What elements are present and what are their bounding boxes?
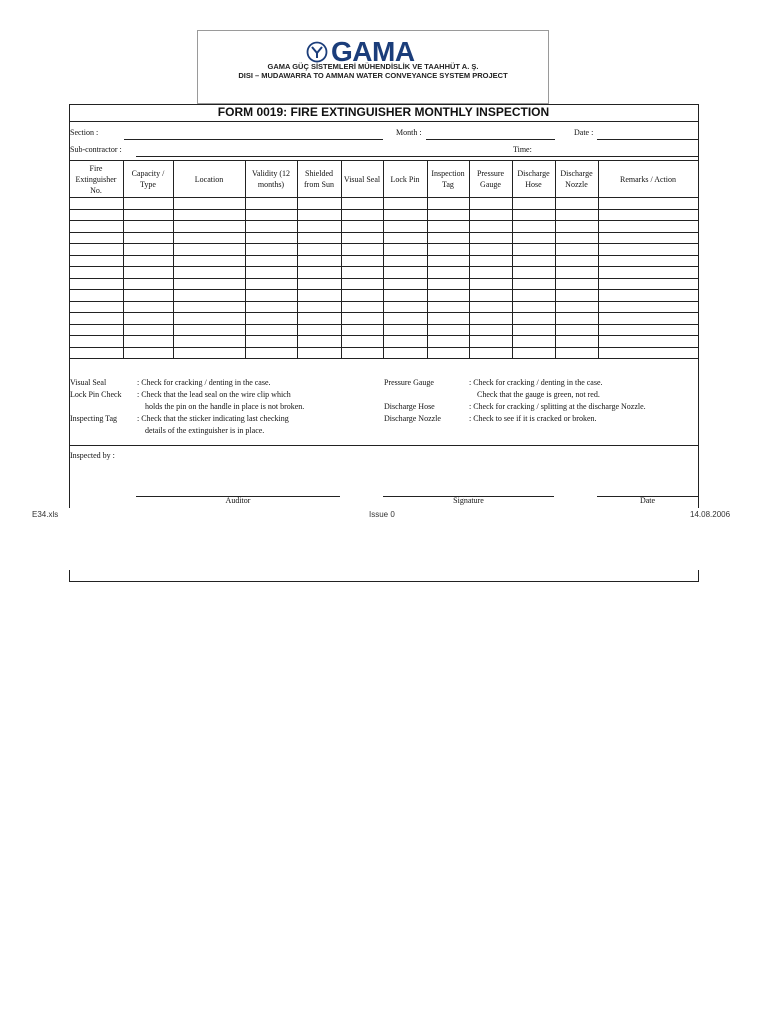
table-cell[interactable] — [384, 302, 427, 313]
table-cell[interactable] — [124, 279, 173, 290]
table-cell[interactable] — [298, 256, 341, 267]
table-cell[interactable] — [556, 233, 598, 244]
table-cell[interactable] — [342, 221, 383, 232]
table-cell[interactable] — [342, 198, 383, 209]
legend-discharge-nozzle-term: Discharge Nozzle — [384, 414, 441, 423]
table-cell[interactable] — [428, 198, 469, 209]
legend-inspecting-tag-term: Inspecting Tag — [70, 414, 118, 423]
auditor-label: Auditor — [225, 496, 251, 505]
table-cell[interactable] — [513, 256, 555, 267]
footer-date: 14.08.2006 — [690, 510, 731, 519]
table-cell[interactable] — [124, 336, 173, 347]
table-cell[interactable] — [298, 244, 341, 255]
legend-divider — [69, 445, 699, 446]
table-cell[interactable] — [470, 313, 512, 324]
section-label: Section : — [70, 128, 99, 137]
legend-inspecting-tag-desc-2: details of the extinguisher is in place. — [145, 426, 265, 435]
table-cell[interactable] — [246, 256, 297, 267]
table-cell[interactable] — [342, 244, 383, 255]
inspected-by-label: Inspected by : — [70, 451, 115, 460]
table-cell[interactable] — [246, 279, 297, 290]
table-cell[interactable] — [384, 267, 427, 278]
table-cell[interactable] — [70, 233, 123, 244]
table-cell[interactable] — [599, 267, 698, 278]
table-cell[interactable] — [556, 348, 598, 359]
table-cell[interactable] — [556, 302, 598, 313]
table-cell[interactable] — [124, 198, 173, 209]
table-cell[interactable] — [428, 256, 469, 267]
table-cell[interactable] — [599, 302, 698, 313]
table-cell[interactable] — [384, 198, 427, 209]
time-label: Time: — [513, 145, 532, 154]
month-field[interactable] — [426, 139, 555, 140]
table-cell[interactable] — [428, 336, 469, 347]
table-cell[interactable] — [599, 325, 698, 336]
table-cell[interactable] — [470, 348, 512, 359]
table-cell[interactable] — [246, 221, 297, 232]
table-cell[interactable] — [556, 267, 598, 278]
table-cell[interactable] — [174, 290, 245, 301]
column-header: Shielded from Sun — [304, 169, 334, 189]
column-header: Visual Seal — [343, 174, 381, 184]
table-cell[interactable] — [513, 279, 555, 290]
table-cell[interactable] — [470, 267, 512, 278]
section-field[interactable] — [124, 139, 383, 140]
table-cell[interactable] — [70, 290, 123, 301]
table-cell[interactable] — [384, 336, 427, 347]
table-cell[interactable] — [513, 221, 555, 232]
footer-file: E34.xls — [32, 510, 59, 519]
table-cell[interactable] — [246, 325, 297, 336]
table-cell[interactable] — [246, 198, 297, 209]
table-cell[interactable] — [298, 313, 341, 324]
legend-lock-pin-desc-2: holds the pin on the handle in place is not broken. — [145, 402, 305, 411]
table-cell[interactable] — [513, 267, 555, 278]
legend-pressure-gauge-term: Pressure Gauge — [384, 378, 434, 387]
table-cell[interactable] — [70, 221, 123, 232]
table-cell[interactable] — [470, 302, 512, 313]
table-cell[interactable] — [599, 313, 698, 324]
table-cell[interactable] — [124, 348, 173, 359]
column-header: Inspection Tag — [431, 169, 465, 189]
table-cell[interactable] — [70, 279, 123, 290]
table-cell[interactable] — [599, 279, 698, 290]
table-cell[interactable] — [174, 210, 245, 221]
legend-visual-seal-desc: : Check for cracking / denting in the case. — [137, 378, 271, 387]
table-cell[interactable] — [342, 348, 383, 359]
table-cell[interactable] — [298, 348, 341, 359]
table-cell[interactable] — [470, 233, 512, 244]
table-cell[interactable] — [124, 267, 173, 278]
table-cell[interactable] — [428, 348, 469, 359]
table-cell[interactable] — [246, 336, 297, 347]
company-name: GAMA GÜÇ SİSTEMLERİ MÜHENDİSLİK VE TAAHHÜT A. Ş. — [267, 62, 479, 71]
table-cell[interactable] — [174, 302, 245, 313]
table-cell[interactable] — [599, 256, 698, 267]
table-cell[interactable] — [70, 348, 123, 359]
month-label: Month : — [396, 128, 422, 137]
table-cell[interactable] — [428, 302, 469, 313]
table-cell[interactable] — [470, 336, 512, 347]
table-cell[interactable] — [124, 233, 173, 244]
table-cell[interactable] — [556, 221, 598, 232]
date-field[interactable] — [597, 139, 698, 140]
table-cell[interactable] — [342, 290, 383, 301]
table-cell[interactable] — [174, 267, 245, 278]
table-cell[interactable] — [599, 233, 698, 244]
table-cell[interactable] — [70, 302, 123, 313]
table-cell[interactable] — [428, 244, 469, 255]
logo-text: GAMA — [331, 36, 415, 67]
table-cell[interactable] — [70, 325, 123, 336]
table-cell[interactable] — [246, 233, 297, 244]
table-cell[interactable] — [298, 290, 341, 301]
table-cell[interactable] — [513, 302, 555, 313]
table-cell[interactable] — [470, 279, 512, 290]
table-cell[interactable] — [298, 210, 341, 221]
table-cell[interactable] — [342, 313, 383, 324]
table-cell[interactable] — [556, 336, 598, 347]
legend-lock-pin-desc: : Check that the lead seal on the wire clip which — [137, 390, 291, 399]
table-cell[interactable] — [124, 325, 173, 336]
table-cell[interactable] — [599, 290, 698, 301]
table-cell[interactable] — [70, 336, 123, 347]
table-cell[interactable] — [174, 256, 245, 267]
date-label: Date : — [574, 128, 594, 137]
signature-label: Signature — [453, 496, 484, 505]
table-cell[interactable] — [513, 290, 555, 301]
table-cell[interactable] — [70, 267, 123, 278]
table-cell[interactable] — [124, 313, 173, 324]
table-cell[interactable] — [599, 210, 698, 221]
table-cell[interactable] — [124, 210, 173, 221]
legend-discharge-nozzle-desc: : Check to see if it is cracked or broken. — [469, 414, 597, 423]
table-cell[interactable] — [246, 267, 297, 278]
legend-inspecting-tag-desc: : Check that the sticker indicating last checking — [137, 414, 289, 423]
table-cell[interactable] — [470, 290, 512, 301]
table-cell[interactable] — [246, 210, 297, 221]
table-cell[interactable] — [174, 313, 245, 324]
table-cell[interactable] — [342, 279, 383, 290]
table-cell[interactable] — [174, 221, 245, 232]
table-cell[interactable] — [124, 256, 173, 267]
table-cell[interactable] — [470, 210, 512, 221]
table-cell[interactable] — [298, 325, 341, 336]
column-header: Remarks / Action — [620, 174, 676, 184]
table-cell[interactable] — [174, 233, 245, 244]
table-cell[interactable] — [556, 244, 598, 255]
table-cell[interactable] — [470, 244, 512, 255]
table-cell[interactable] — [556, 325, 598, 336]
table-cell[interactable] — [174, 244, 245, 255]
table-cell[interactable] — [298, 221, 341, 232]
table-cell[interactable] — [556, 256, 598, 267]
table-cell[interactable] — [70, 256, 123, 267]
table-cell[interactable] — [384, 290, 427, 301]
table-cell[interactable] — [384, 313, 427, 324]
table-cell[interactable] — [174, 198, 245, 209]
table-cell[interactable] — [428, 290, 469, 301]
table-cell[interactable] — [556, 290, 598, 301]
table-cell[interactable] — [428, 313, 469, 324]
table-cell[interactable] — [298, 302, 341, 313]
table-cell[interactable] — [428, 233, 469, 244]
table-cell[interactable] — [556, 198, 598, 209]
table-cell[interactable] — [298, 279, 341, 290]
table-cell[interactable] — [342, 325, 383, 336]
table-cell[interactable] — [384, 233, 427, 244]
table-cell[interactable] — [70, 244, 123, 255]
legend-discharge-hose-term: Discharge Hose — [384, 402, 435, 411]
table-cell[interactable] — [246, 290, 297, 301]
table-cell[interactable] — [384, 279, 427, 290]
table-cell[interactable] — [124, 290, 173, 301]
table-cell[interactable] — [599, 198, 698, 209]
table-cell[interactable] — [384, 244, 427, 255]
column-header: Capacity / Type — [131, 169, 165, 189]
table-cell[interactable] — [384, 221, 427, 232]
table-cell[interactable] — [513, 233, 555, 244]
table-cell[interactable] — [246, 313, 297, 324]
column-header: Validity (12 months) — [252, 169, 290, 189]
table-cell[interactable] — [513, 325, 555, 336]
table-cell[interactable] — [124, 244, 173, 255]
table-cell[interactable] — [70, 313, 123, 324]
column-header: Fire Extinguisher No. — [75, 163, 117, 195]
column-header: Discharge Hose — [517, 169, 550, 189]
table-cell[interactable] — [428, 210, 469, 221]
table-cell[interactable] — [599, 348, 698, 359]
table-cell[interactable] — [513, 210, 555, 221]
table-cell[interactable] — [70, 210, 123, 221]
table-cell[interactable] — [470, 198, 512, 209]
subcontractor-label: Sub-contractor : — [70, 145, 122, 154]
table-cell[interactable] — [556, 279, 598, 290]
table-cell[interactable] — [174, 348, 245, 359]
legend-visual-seal-term: Visual Seal — [70, 378, 107, 387]
table-cell[interactable] — [513, 313, 555, 324]
table-cell[interactable] — [513, 336, 555, 347]
table-cell[interactable] — [428, 279, 469, 290]
legend-lock-pin-term: Lock Pin Check — [70, 390, 122, 399]
table-cell[interactable] — [342, 210, 383, 221]
project-name: DISI – MUDAWARRA TO AMMAN WATER CONVEYANCE SYSTEM PROJECT — [238, 71, 508, 80]
table-cell[interactable] — [556, 210, 598, 221]
table-cell[interactable] — [246, 302, 297, 313]
table-cell[interactable] — [246, 348, 297, 359]
table-cell[interactable] — [556, 313, 598, 324]
table-cell[interactable] — [428, 267, 469, 278]
column-header: Discharge Nozzle — [560, 169, 593, 189]
table-cell[interactable] — [428, 221, 469, 232]
table-cell[interactable] — [599, 244, 698, 255]
column-header: Lock Pin — [390, 174, 420, 184]
table-cell[interactable] — [384, 256, 427, 267]
table-cell[interactable] — [428, 325, 469, 336]
table-cell[interactable] — [384, 325, 427, 336]
table-cell[interactable] — [599, 221, 698, 232]
table-cell[interactable] — [298, 267, 341, 278]
table-cell[interactable] — [470, 325, 512, 336]
table-cell[interactable] — [298, 198, 341, 209]
table-cell[interactable] — [124, 302, 173, 313]
table-cell[interactable] — [513, 348, 555, 359]
legend-discharge-hose-desc: : Check for cracking / splitting at the discharge Nozzle. — [469, 402, 646, 411]
legend-pressure-gauge-desc-2: Check that the gauge is green, not red. — [477, 390, 600, 399]
table-cell[interactable] — [384, 210, 427, 221]
table-cell[interactable] — [298, 336, 341, 347]
table-cell[interactable] — [298, 233, 341, 244]
table-cell[interactable] — [342, 302, 383, 313]
table-cell[interactable] — [342, 256, 383, 267]
table-cell[interactable] — [174, 325, 245, 336]
table-cell[interactable] — [246, 244, 297, 255]
table-cell[interactable] — [342, 267, 383, 278]
table-cell[interactable] — [174, 279, 245, 290]
table-cell[interactable] — [470, 221, 512, 232]
table-cell[interactable] — [70, 198, 123, 209]
table-cell[interactable] — [470, 256, 512, 267]
table-cell[interactable] — [124, 221, 173, 232]
table-cell[interactable] — [599, 336, 698, 347]
title-divider — [69, 121, 699, 122]
form-title: FORM 0019: FIRE EXTINGUISHER MONTHLY INSPECTION — [217, 105, 550, 119]
next-page-bottom — [69, 581, 699, 582]
footer-issue: Issue 0 — [369, 510, 395, 519]
table-cell[interactable] — [174, 336, 245, 347]
legend-pressure-gauge-desc: : Check for cracking / denting in the case. — [469, 378, 603, 387]
frame-right — [698, 104, 699, 508]
table-cell[interactable] — [513, 198, 555, 209]
column-header: Location — [194, 174, 224, 184]
table-cell[interactable] — [384, 348, 427, 359]
table-cell[interactable] — [513, 244, 555, 255]
table-cell[interactable] — [342, 336, 383, 347]
subcontractor-field[interactable] — [136, 156, 698, 157]
gama-logo-icon — [306, 41, 328, 63]
table-cell[interactable] — [342, 233, 383, 244]
date-signoff-label: Date — [639, 496, 656, 505]
column-header: Pressure Gauge — [476, 169, 505, 189]
